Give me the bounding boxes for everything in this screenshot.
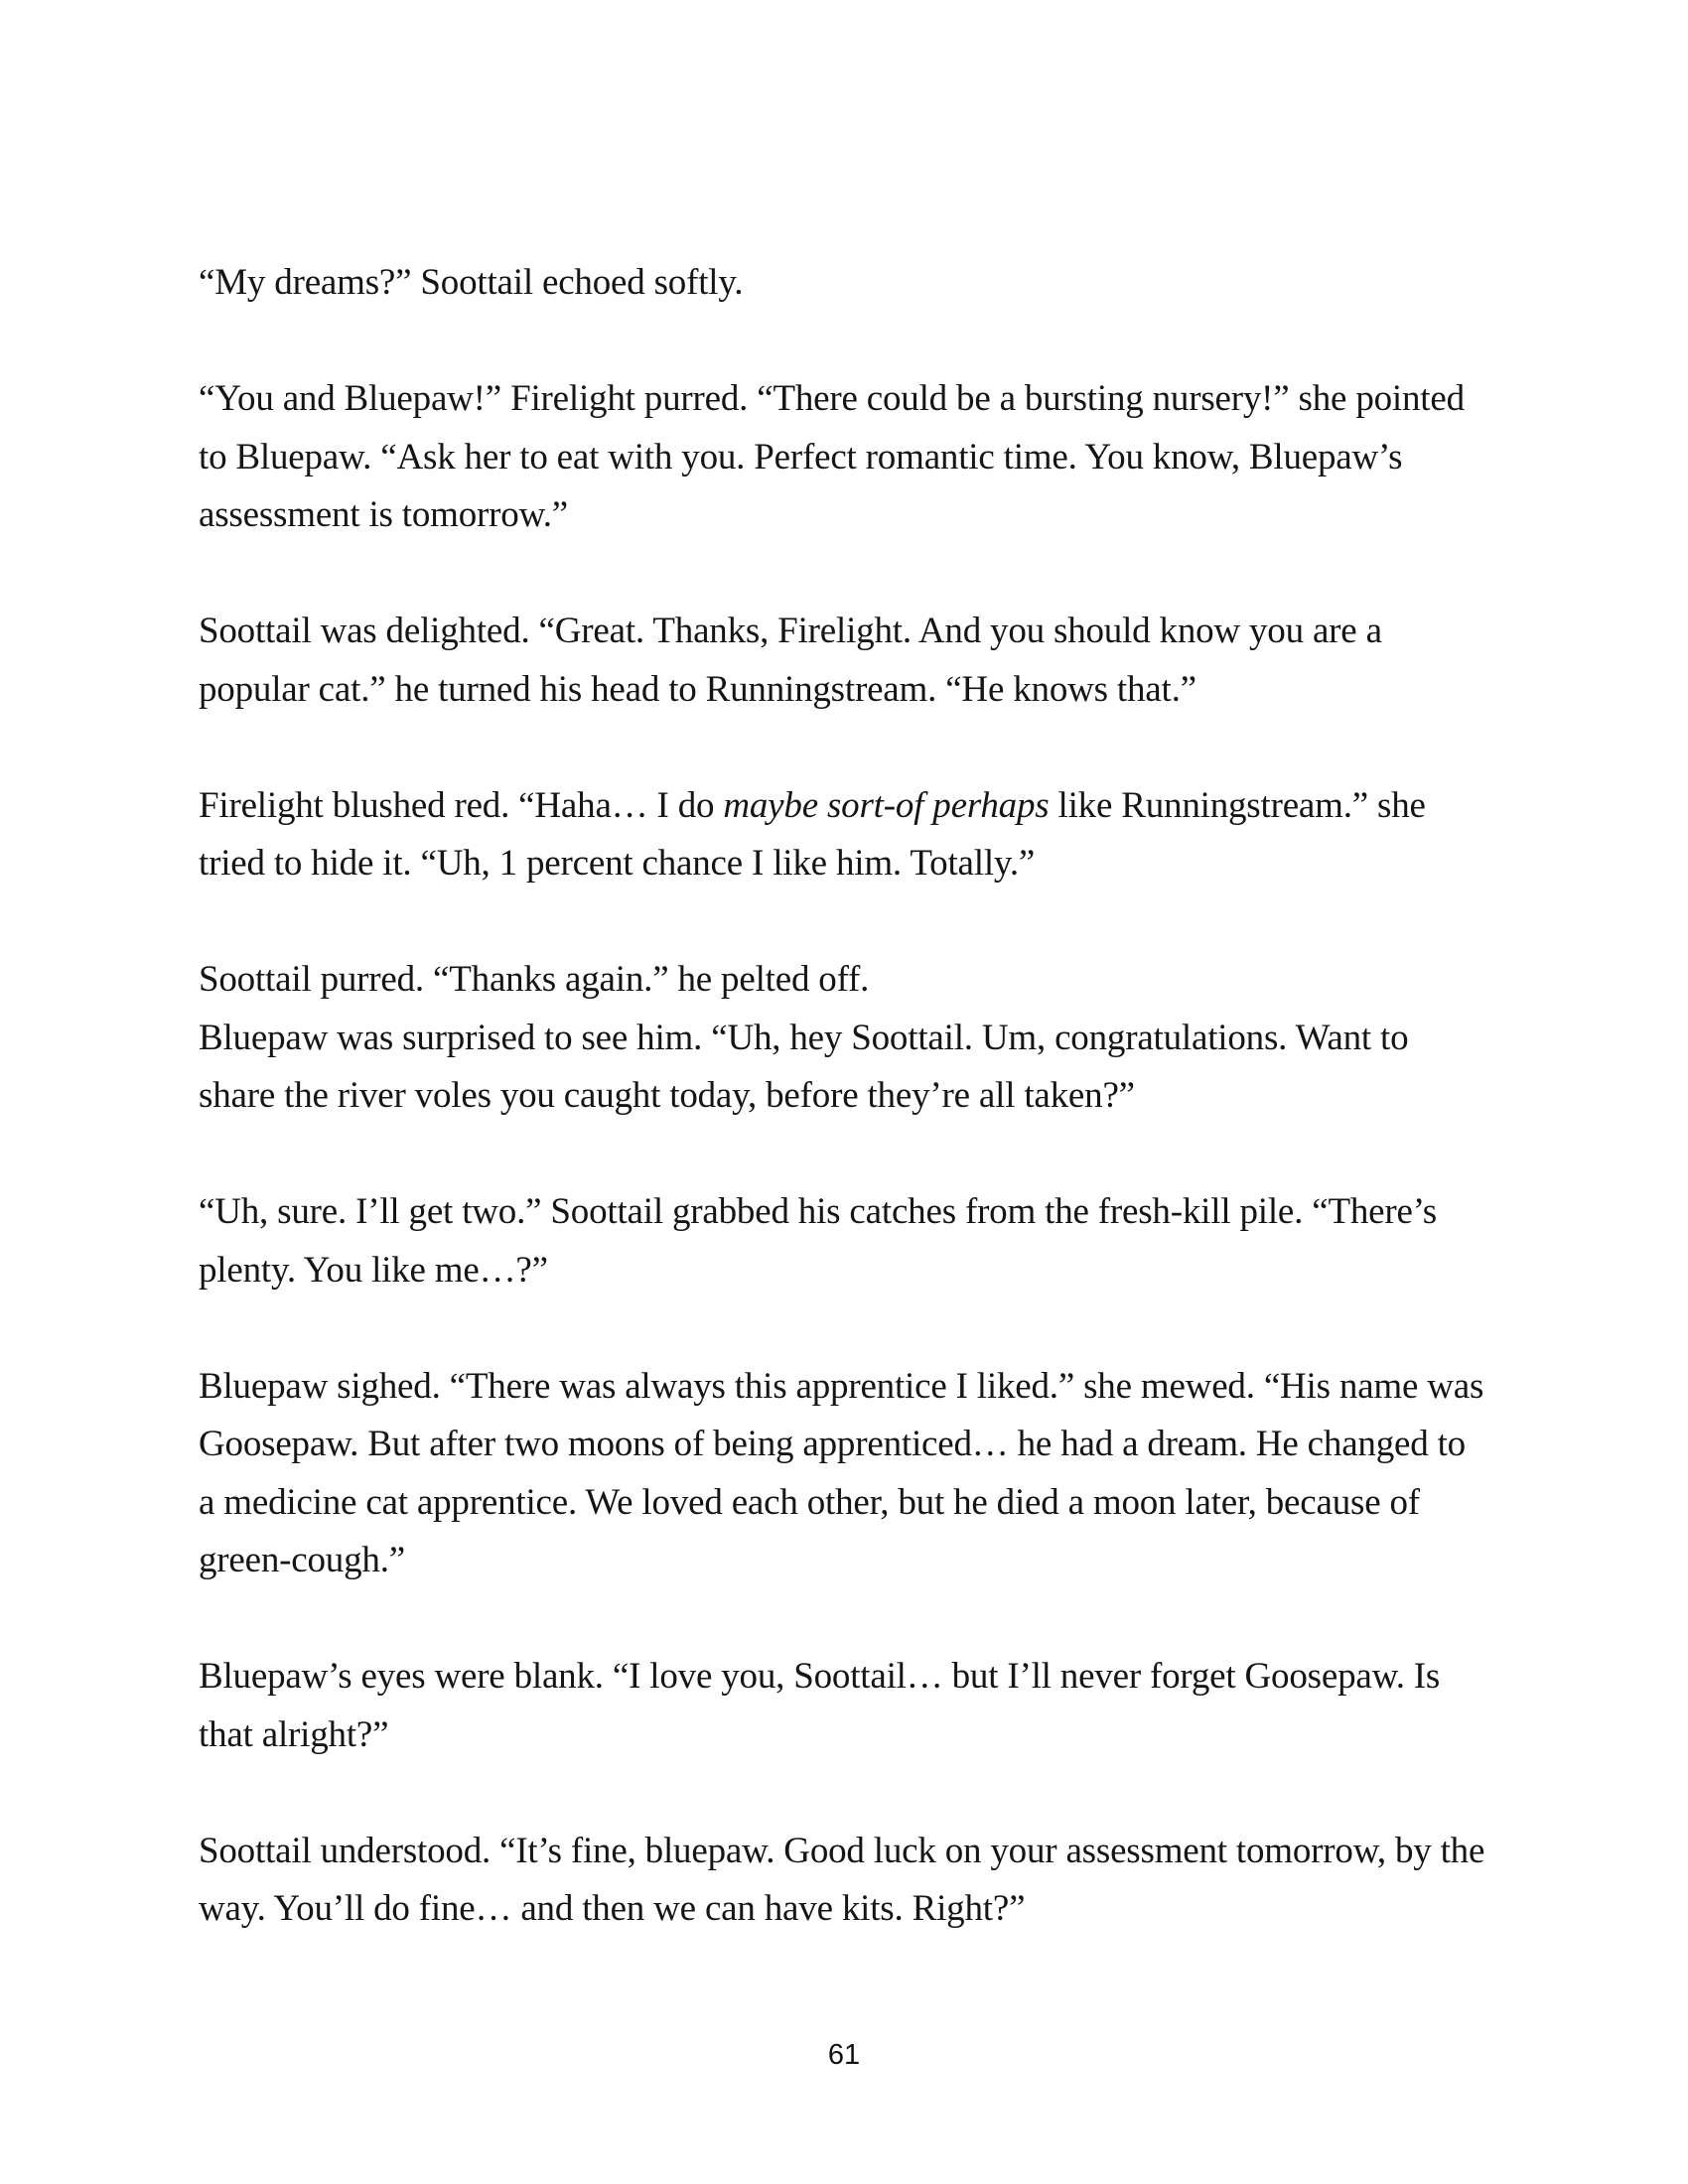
page-number: 61 [827, 2039, 861, 2071]
paragraph-5: Soottail purred. “Thanks again.” he pelted off. [199, 959, 870, 1000]
paragraph-8: Bluepaw sighed. “There was always this apprentice I liked.” she mewed. “His name was Goosepaw. But after two moons of being apprenticed… he had a dream. He changed to a medicine cat apprentice. We loved each other, but he died a moon later, because of green-cough.” [199, 1365, 1484, 1580]
paragraph-9: Bluepaw’s eyes were blank. “I love you, Soottail… but I’ll never forget Goosepaw. Is that alright?” [199, 1656, 1441, 1755]
paragraph-6: Bluepaw was surprised to see him. “Uh, hey Soottail. Um, congratulations. Want to share the river voles you caught today, before they’re all taken?” [199, 1017, 1409, 1116]
paragraph-4-emphasis: maybe sort-of perhaps [723, 784, 1050, 826]
paragraph-4 [199, 777, 1489, 893]
paragraph-2: “You and Bluepaw!” Firelight purred. “There could be a bursting nursery!” she pointed to Bluepaw. “Ask her to eat with you. Perfect romantic time. You know, Bluepaw’s assessment is tomorrow.” [199, 378, 1465, 535]
body-text [199, 254, 1489, 1996]
paragraph-3: Soottail was delighted. “Great. Thanks, Firelight. And you should know you are a popular cat.” he turned his head to Runningstream. “He knows that.” [199, 611, 1382, 710]
paragraph-10: Soottail understood. “It’s fine, bluepaw. Good luck on your assessment tomorrow, by the way. You’ll do fine… and then we can have kits. Right?” [199, 1830, 1485, 1929]
paragraph-1: “My dreams?” Soottail echoed softly. [199, 262, 744, 303]
paragraph-4-end: like Runningstream.” she tried to hide it. “Uh, 1 percent chance I like him. Totally.” [199, 784, 1426, 884]
paragraph-7: “Uh, sure. I’ll get two.” Soottail grabbed his catches from the fresh-kill pile. “There’s plenty. You like me…?” [199, 1191, 1437, 1291]
paragraph-4-start: Firelight blushed red. “Haha… I do [199, 784, 724, 826]
